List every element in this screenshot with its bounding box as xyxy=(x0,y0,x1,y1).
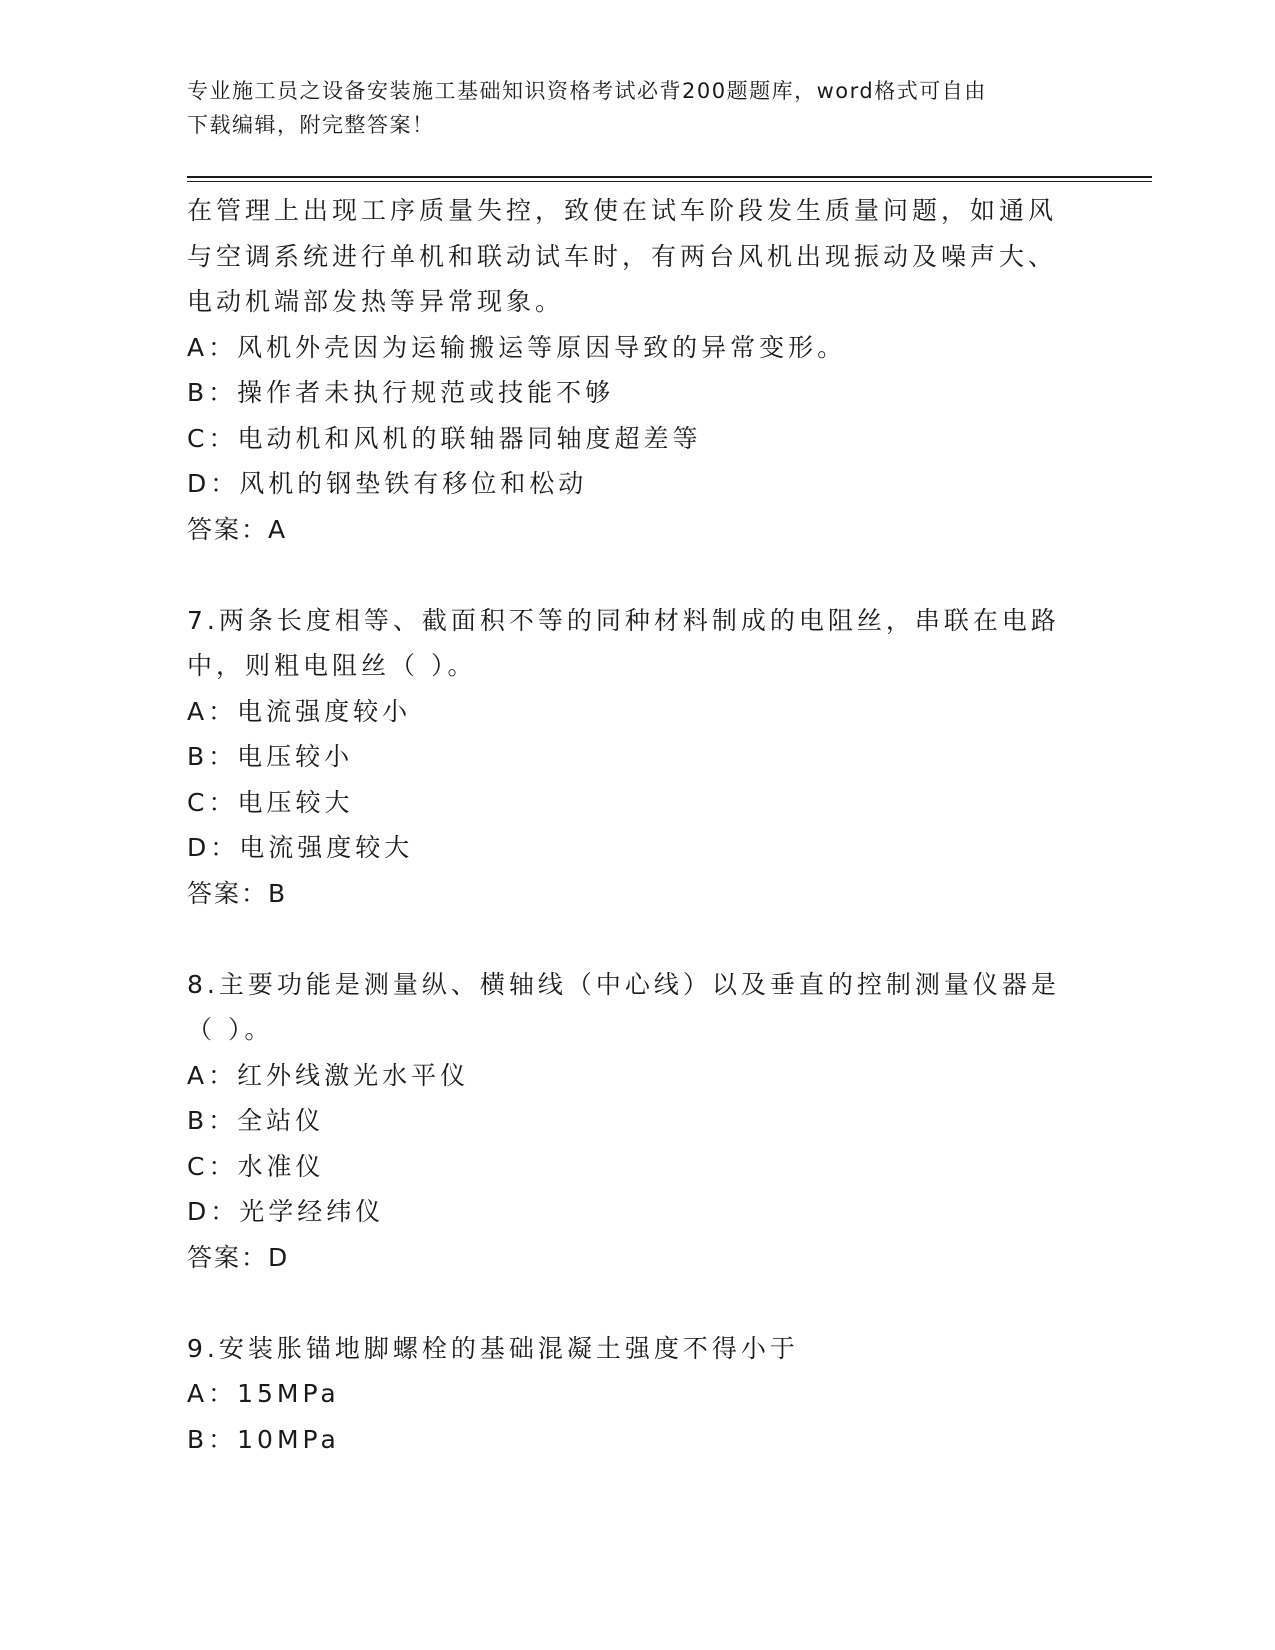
question-stem-line: 在管理上出现工序质量失控，致使在试车阶段发生质量问题，如通风 xyxy=(187,196,1058,225)
spacer xyxy=(187,1280,1067,1326)
answer-line: 答案：A xyxy=(187,514,288,544)
option-d: D：电流强度较大 xyxy=(187,833,414,862)
header-line-2: 下载编辑，附完整答案！ xyxy=(187,113,435,137)
question-stem-line: 7.两条长度相等、截面积不等的同种材料制成的电阻丝，串联在电路 xyxy=(187,605,1060,635)
question-list xyxy=(187,188,1067,1462)
option-d: D：光学经纬仪 xyxy=(187,1197,385,1226)
option-a: A：电流强度较小 xyxy=(187,696,412,726)
spacer xyxy=(187,552,1067,598)
option-c: C：电动机和风机的联轴器同轴度超差等 xyxy=(187,423,702,453)
option-a: A：风机外壳因为运输搬运等原因导致的异常变形。 xyxy=(187,332,847,362)
answer-line: 答案：D xyxy=(187,1242,290,1272)
question-7 xyxy=(187,598,1067,917)
option-a: A：15MPa xyxy=(187,1379,340,1408)
document-header xyxy=(187,74,1067,142)
option-b: B：10MPa xyxy=(187,1424,340,1454)
option-d: D：风机的钢垫铁有移位和松动 xyxy=(187,469,588,498)
option-b: B：操作者未执行规范或技能不够 xyxy=(187,378,615,407)
answer-line: 答案：B xyxy=(187,878,288,908)
question-stem-line: 电动机端部发热等异常现象。 xyxy=(187,287,565,316)
option-c: C：水准仪 xyxy=(187,1151,325,1181)
option-b: B：全站仪 xyxy=(187,1106,325,1135)
question-stem-line: 8.主要功能是测量纵、横轴线（中心线）以及垂直的控制测量仪器是 xyxy=(187,969,1060,999)
option-a: A：红外线激光水平仪 xyxy=(187,1060,470,1090)
question-stem-line: 9.安装胀锚地脚螺栓的基础混凝土强度不得小于 xyxy=(187,1333,799,1363)
question-stem-line: （ ）。 xyxy=(187,1015,274,1044)
option-b: B：电压较小 xyxy=(187,742,354,771)
question-6 xyxy=(187,188,1067,552)
option-c: C：电压较大 xyxy=(187,787,354,817)
header-divider-thick xyxy=(187,176,1152,178)
header-divider-thin xyxy=(187,181,1152,182)
question-stem-line: 与空调系统进行单机和联动试车时，有两台风机出现振动及噪声大、 xyxy=(187,241,1058,271)
question-9 xyxy=(187,1326,1067,1463)
header-line-1: 专业施工员之设备安装施工基础知识资格考试必背200题题库，word格式可自由 xyxy=(187,79,987,103)
question-stem-line: 中，则粗电阻丝（ ）。 xyxy=(187,651,477,680)
spacer xyxy=(187,916,1067,962)
question-8 xyxy=(187,962,1067,1281)
